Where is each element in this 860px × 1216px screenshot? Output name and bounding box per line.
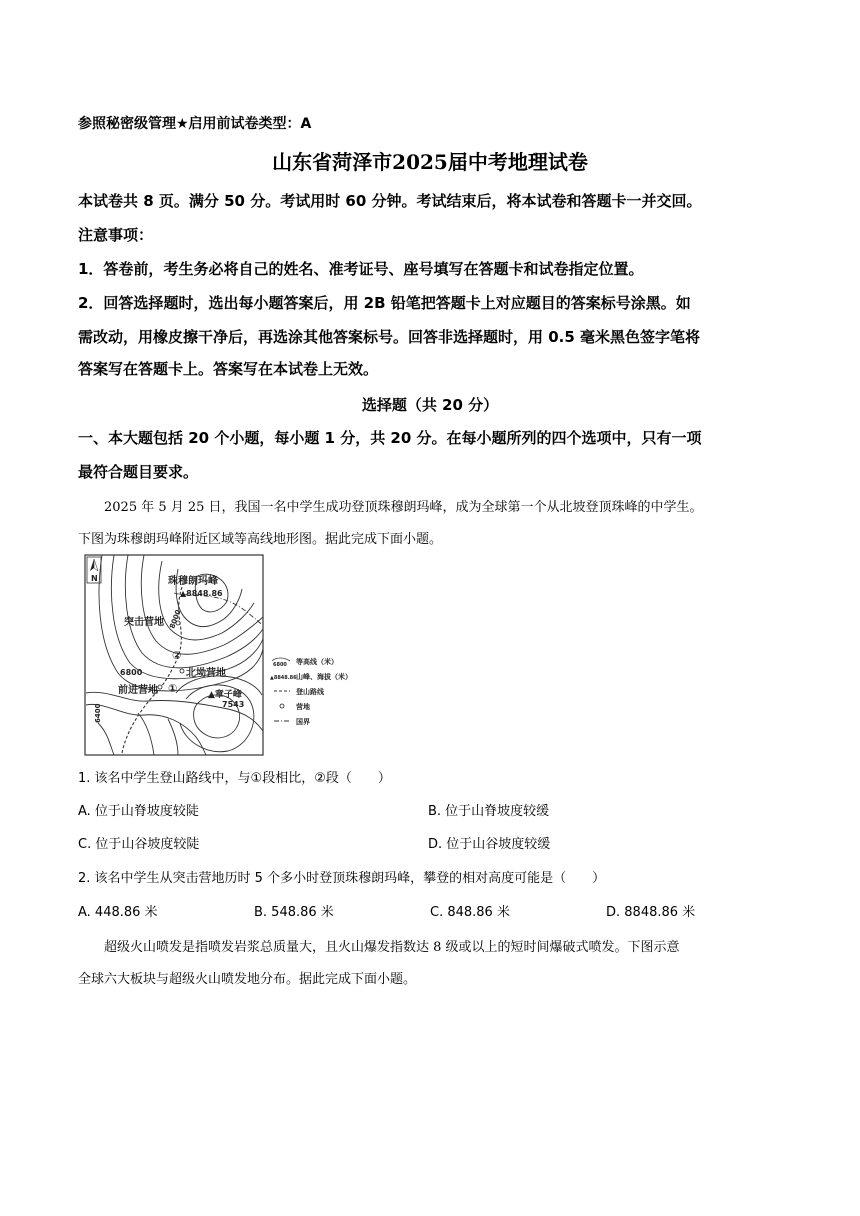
intro-line: 本试卷共 8 页。满分 50 分。考试用时 60 分钟。考试结束后，将本试卷和答题卡一并交回。: [78, 192, 702, 210]
notes-title: 注意事项：: [78, 226, 154, 244]
note-2-line-2: 需改动，用橡皮擦干净后，再选涂其他答案标号。回答非选择题时，用 0.5 毫米黑色签字笔将: [78, 328, 701, 346]
contour-label-6400: 6400: [94, 703, 102, 723]
camp-marker: [158, 685, 162, 689]
peak-name: 珠穆朗玛峰: [168, 576, 218, 587]
note-1: 1．答卷前，考生务必将自己的姓名、准考证号、座号填写在答题卡和试卷指定位置。: [78, 260, 644, 278]
question-1-option-a[interactable]: A. 位于山脊坡度较陡: [78, 804, 199, 819]
route-marker-1: ①: [168, 682, 178, 695]
question-2-option-d[interactable]: D. 8848.86 米: [606, 905, 696, 920]
passage-2-line-1: 超级火山喷发是指喷发岩浆总质量大，且火山爆发指数达 8 级或以上的短时间爆破式喷发。下图示意: [104, 940, 680, 955]
camp-marker: [180, 669, 184, 673]
page-title: 山东省菏泽市2025届中考地理试卷: [272, 150, 588, 174]
camp-advance-label: 前进营地: [118, 685, 158, 696]
peak-height: ▲8848.86: [180, 589, 223, 598]
north-label: N: [91, 574, 98, 583]
question-2-stem: 2. 该名中学生从突击营地历时 5 个多小时登顶珠穆朗玛峰，攀登的相对高度可能是（ ）: [78, 871, 606, 886]
route-marker-2: ②: [172, 649, 182, 662]
legend-contour-sample: 6800: [273, 662, 287, 668]
legend-route: 登山路线: [296, 688, 324, 696]
section-title: 选择题（共 20 分）: [361, 396, 499, 414]
passage-2-line-2: 全球六大板块与超级火山喷发地分布。据此完成下面小题。: [78, 972, 417, 987]
legend-contour: 等高线（米）: [296, 658, 338, 666]
map-legend: [270, 657, 352, 726]
question-2-option-a[interactable]: A. 448.86 米: [78, 905, 158, 920]
passage-1-line-2: 下图为珠穆朗玛峰附近区域等高线地形图。据此完成下面小题。: [78, 532, 443, 547]
legend-border: 国界: [296, 718, 310, 726]
north-arrow-icon: [87, 557, 101, 583]
passage-1-line-1: 2025 年 5 月 25 日，我国一名中学生成功登顶珠穆朗玛峰，成为全球第一个从北坡登顶珠峰的中学生。: [104, 500, 703, 515]
question-1-option-c[interactable]: C. 位于山谷坡度较陡: [78, 837, 200, 852]
camp-north-label: 北坳营地: [186, 668, 226, 679]
legend-peak-sample: ▲8848.86: [270, 675, 297, 681]
section-desc-line-2: 最符合题目要求。: [78, 463, 199, 481]
legend-camp: 营地: [296, 703, 310, 711]
secrecy-label: 参照秘密级管理★启用前试卷类型：A: [78, 116, 312, 132]
contour-map-figure: [78, 553, 368, 758]
zhangzi-peak-name: ▲章子峰: [208, 690, 242, 700]
contour-label-6800: 6800: [120, 668, 143, 677]
legend-peak: 山峰、海拔（米）: [296, 673, 352, 681]
contour-label-8000: 8000: [168, 608, 183, 630]
question-1-option-d[interactable]: D. 位于山谷坡度较缓: [428, 837, 551, 852]
camp-assault-label: 突击营地: [124, 617, 164, 628]
note-2-line-3: 答案写在答题卡上。答案写在本试卷上无效。: [78, 360, 379, 378]
zhangzi-peak-height: 7543: [222, 700, 245, 709]
question-2-option-b[interactable]: B. 548.86 米: [254, 905, 334, 920]
question-1-option-b[interactable]: B. 位于山脊坡度较缓: [428, 804, 550, 819]
note-2-line-1: 2．回答选择题时，选出每小题答案后，用 2B 铅笔把答题卡上对应题目的答案标号涂黑。如: [78, 294, 691, 312]
question-1-stem: 1. 该名中学生登山路线中，与①段相比，②段（ ）: [78, 771, 391, 786]
section-desc-line-1: 一、本大题包括 20 个小题，每小题 1 分，共 20 分。在每小题所列的四个选项中，只有一项: [78, 429, 702, 447]
question-2-option-c[interactable]: C. 848.86 米: [430, 905, 510, 920]
